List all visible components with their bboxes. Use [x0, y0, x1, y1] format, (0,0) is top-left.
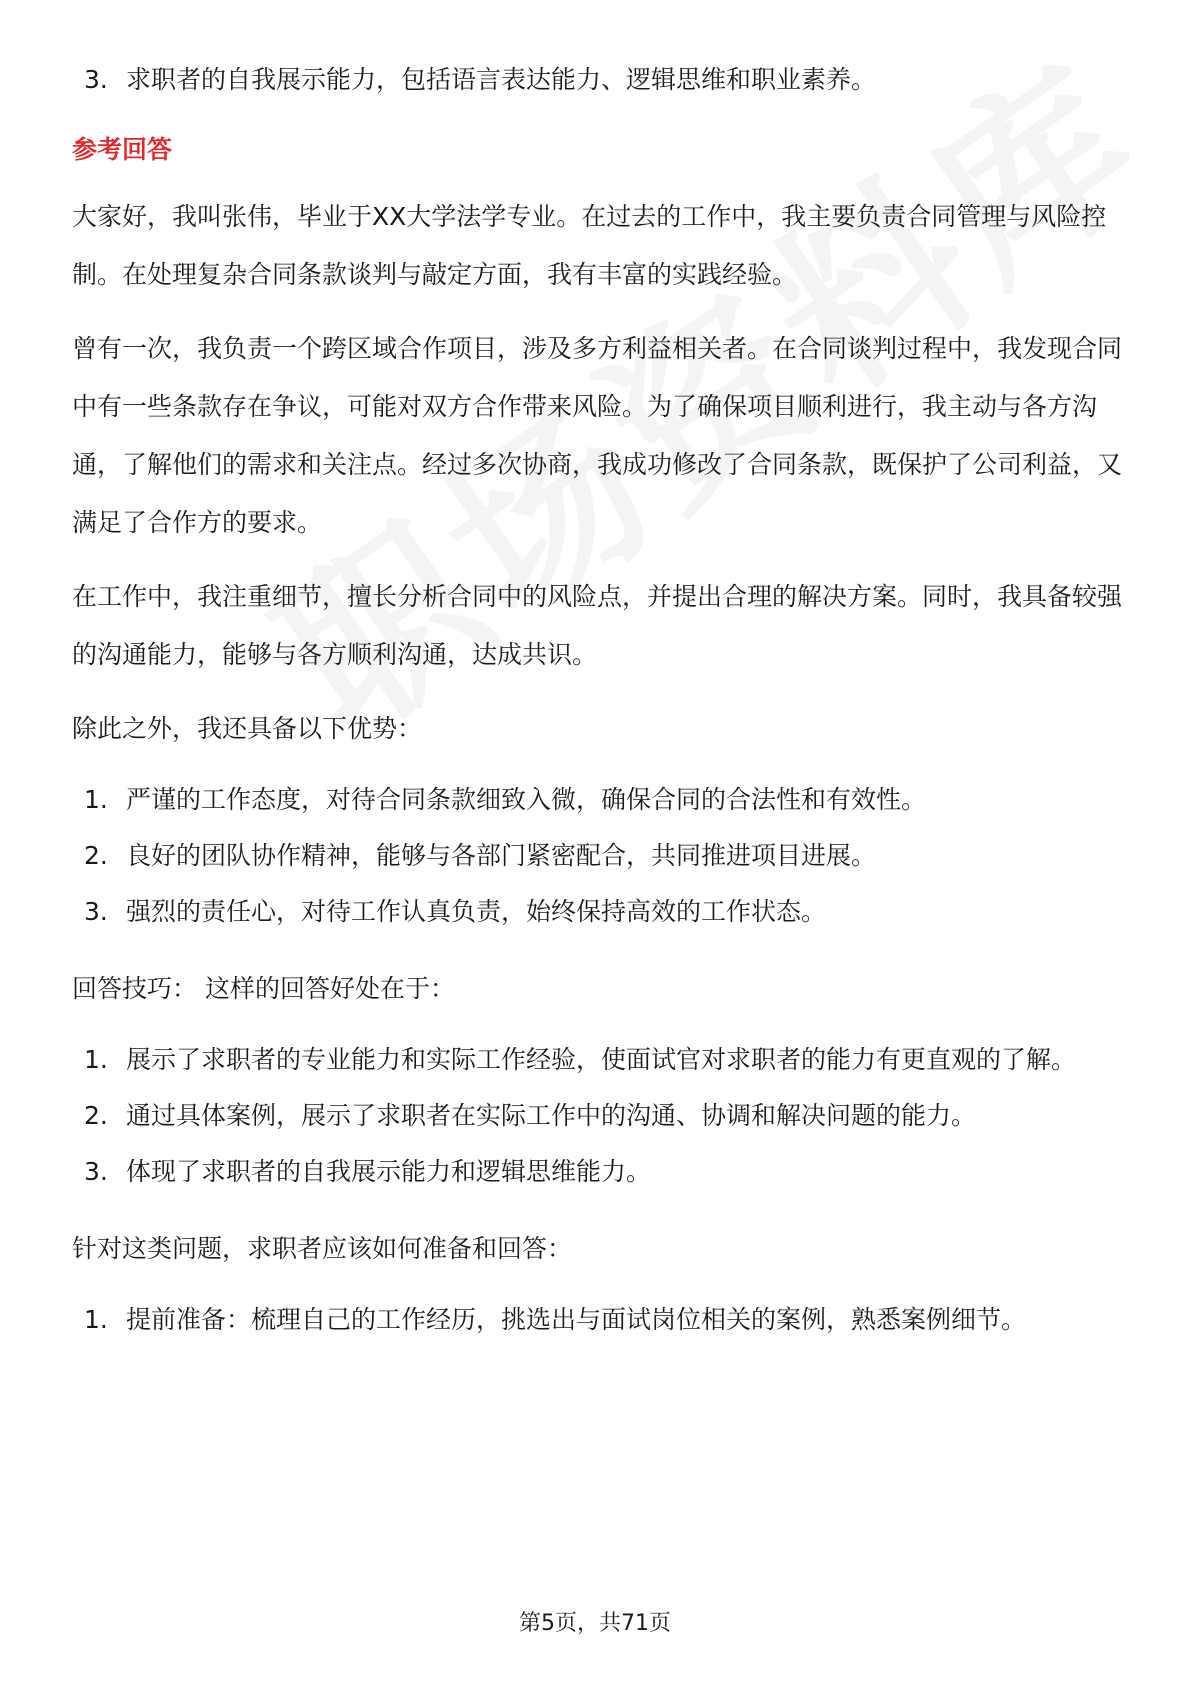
list-number: 2.: [84, 1101, 108, 1130]
list-item: [72, 1144, 1122, 1200]
list-text: 体现了求职者的自我展示能力和逻辑思维能力。: [126, 1157, 652, 1186]
list-item: [72, 1032, 1122, 1088]
list-number: 3.: [84, 1157, 108, 1186]
list-item: [72, 772, 1122, 828]
paragraph-prep-intro: 针对这类问题，求职者应该如何准备和回答：: [72, 1234, 573, 1263]
tips-list: [72, 1032, 1122, 1200]
list-text: 严谨的工作态度，对待合同条款细致入微，确保合同的合法性和有效性。: [126, 785, 927, 814]
paragraph-intro: 大家好，我叫张伟，毕业于XX大学法学专业。在过去的工作中，我主要负责合同管理与风险控制。在处理复杂合同条款谈判与敲定方面，我有丰富的实践经验。: [72, 202, 1107, 289]
list-item: [72, 1292, 1122, 1348]
list-text: 良好的团队协作精神，能够与各部门紧密配合，共同推进项目进展。: [126, 841, 877, 870]
page-footer: 第5页，共71页: [519, 1611, 671, 1636]
list-text: 展示了求职者的专业能力和实际工作经验，使面试官对求职者的能力有更直观的了解。: [126, 1045, 1077, 1074]
list-item: [72, 828, 1122, 884]
list-number: 1.: [84, 785, 108, 814]
list-text: 求职者的自我展示能力，包括语言表达能力、逻辑思维和职业素养。: [126, 65, 877, 94]
list-number: 2.: [84, 841, 108, 870]
criteria-list: [72, 52, 1122, 108]
paragraph-tips-intro: 回答技巧： 这样的回答好处在于：: [72, 974, 455, 1003]
list-item: [72, 52, 1122, 108]
list-number: 3.: [84, 65, 108, 94]
list-item: [72, 1088, 1122, 1144]
prep-list: [72, 1292, 1122, 1348]
page-content: [72, 52, 1122, 1348]
paragraph-strengths: 在工作中，我注重细节，擅长分析合同中的风险点，并提出合理的解决方案。同时，我具备较强的沟通能力，能够与各方顺利沟通，达成共识。: [72, 582, 1123, 669]
list-number: 1.: [84, 1305, 108, 1334]
list-item: [72, 884, 1122, 940]
list-text: 提前准备：梳理自己的工作经历，挑选出与面试岗位相关的案例，熟悉案例细节。: [126, 1305, 1027, 1334]
section-title-reference: 参考回答: [72, 135, 173, 164]
paragraph-advantages-intro: 除此之外，我还具备以下优势：: [72, 714, 423, 743]
list-text: 通过具体案例，展示了求职者在实际工作中的沟通、协调和解决问题的能力。: [126, 1101, 977, 1130]
list-number: 3.: [84, 897, 108, 926]
paragraph-example: 曾有一次，我负责一个跨区域合作项目，涉及多方利益相关者。在合同谈判过程中，我发现合同中有一些条款存在争议，可能对双方合作带来风险。为了确保项目顺利进行，我主动与各方沟通，了解他们的需求和关注点。经过多次协商，我成功修改了合同条款，既保护了公司利益，又满足了合作方的要求。: [72, 334, 1123, 537]
advantages-list: [72, 772, 1122, 940]
list-number: 1.: [84, 1045, 108, 1074]
list-text: 强烈的责任心，对待工作认真负责，始终保持高效的工作状态。: [126, 897, 827, 926]
